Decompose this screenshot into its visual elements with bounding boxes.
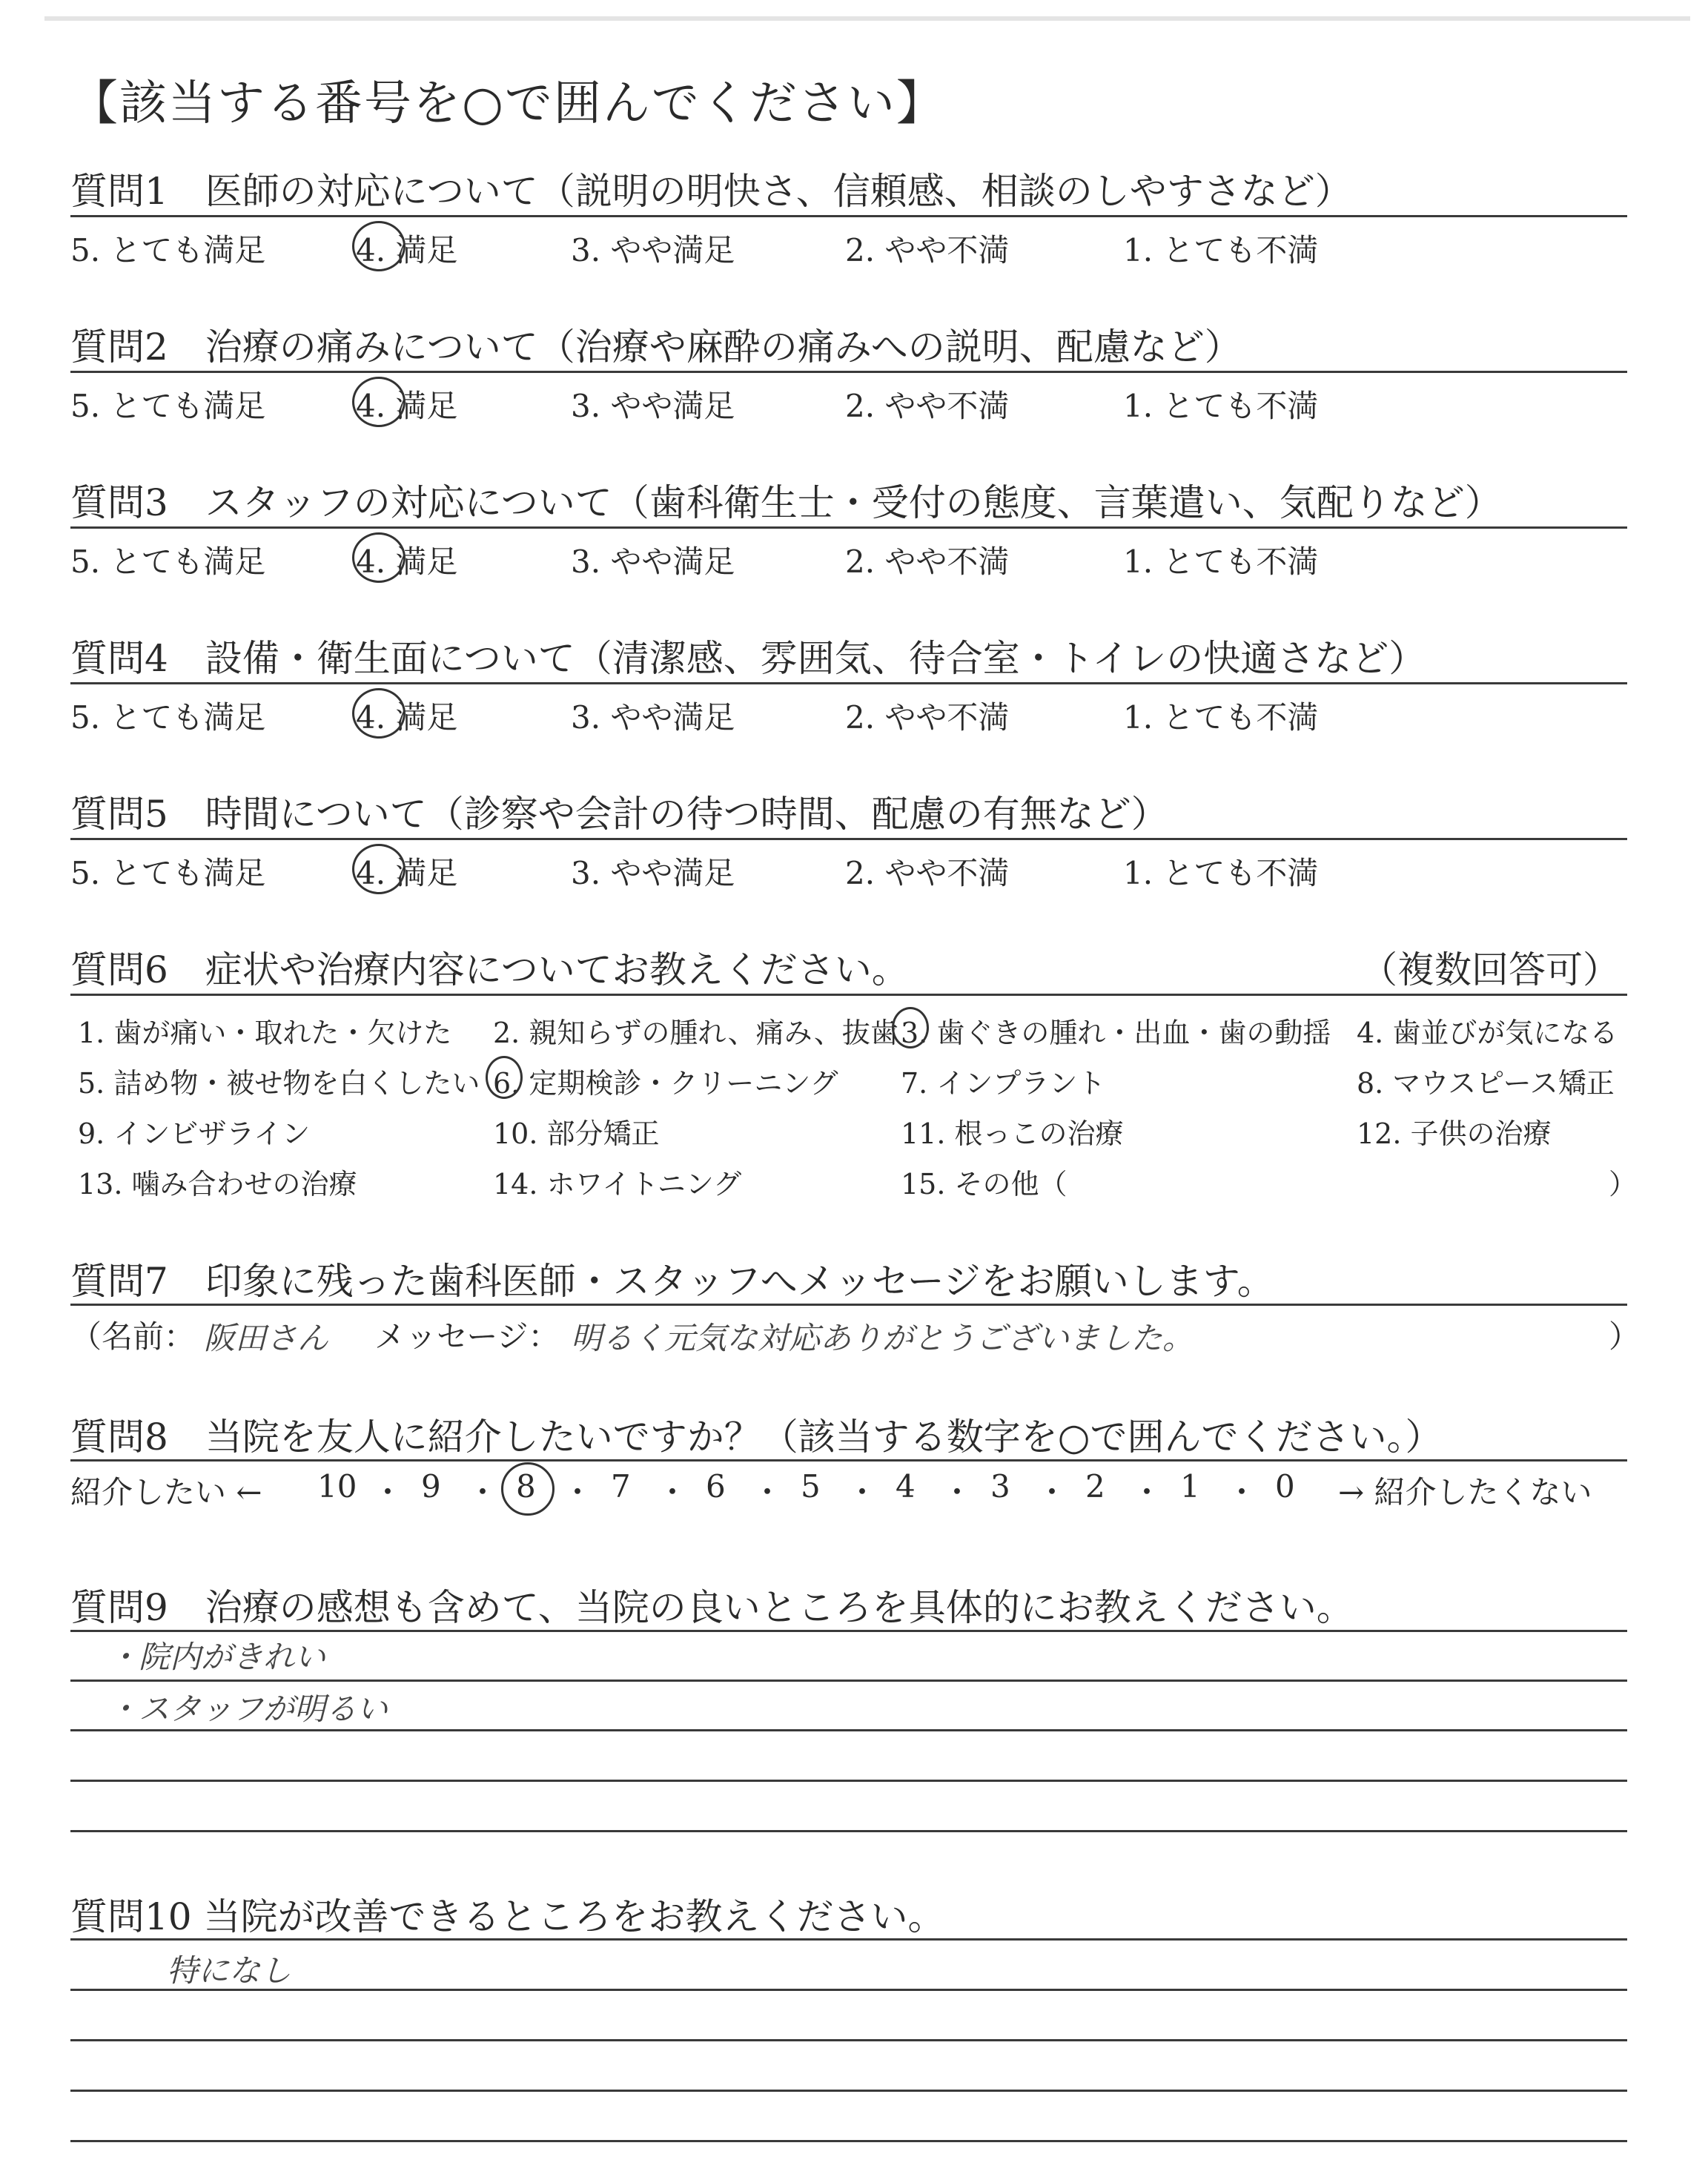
q8-scale-separator: ・ (752, 1474, 784, 1510)
q8-scale-7[interactable]: 7 (611, 1468, 631, 1505)
q3-opt-2[interactable]: 2. やや不満 (845, 544, 1010, 580)
q6-opt-12[interactable]: 12. 子供の治療 (1357, 1117, 1552, 1150)
q7-name-label: （名前： (70, 1318, 196, 1355)
q8-scale-separator: ・ (372, 1474, 404, 1510)
q10-line-1 (70, 1938, 1627, 1941)
q1-opt-2[interactable]: 2. やや不満 (845, 232, 1010, 268)
q8-scale-separator: ・ (1036, 1474, 1068, 1510)
q1-title: 質問1 医師の対応について（説明の明快さ、信頼感、相談のしやすさなど） (70, 170, 1352, 213)
q1-opt-4[interactable]: 4. 満足 (356, 232, 458, 268)
q8-scale-3[interactable]: 3 (990, 1468, 1010, 1505)
q6-opt-6[interactable]: 6. 定期検診・クリーニング (493, 1067, 838, 1100)
q5-opt-5[interactable]: 5. とても満足 (70, 855, 266, 891)
q6-opt-4[interactable]: 4. 歯並びが気になる (1357, 1017, 1618, 1049)
q4-opt-5[interactable]: 5. とても満足 (70, 699, 266, 736)
q4-selected-circle (352, 688, 406, 739)
q8-selected-circle (501, 1462, 555, 1516)
q9-line-4 (70, 1780, 1627, 1782)
q6-opt-15-close: ） (1609, 1168, 1638, 1200)
q2-opt-5[interactable]: 5. とても満足 (70, 388, 266, 424)
q10-line-4 (70, 2090, 1627, 2092)
q9-answer-2[interactable]: ・スタッフが明るい (107, 1691, 388, 1727)
q5-opt-2[interactable]: 2. やや不満 (845, 855, 1010, 891)
q8-scale-1[interactable]: 1 (1180, 1468, 1200, 1505)
q2-rule (70, 371, 1627, 373)
q2-opt-3[interactable]: 3. やや満足 (571, 388, 735, 424)
q10-line-2 (70, 1989, 1627, 1991)
q9-answer-1[interactable]: ・院内がきれい (107, 1639, 326, 1675)
q1-opt-3[interactable]: 3. やや満足 (571, 232, 735, 268)
q3-opt-4[interactable]: 4. 満足 (356, 544, 458, 580)
q8-scale-8[interactable]: 8 (516, 1468, 536, 1505)
q2-opt-1[interactable]: 1. とても不満 (1123, 388, 1319, 424)
q8-scale-2[interactable]: 2 (1085, 1468, 1105, 1505)
q8-scale-separator: ・ (562, 1474, 594, 1510)
q6-opt-15[interactable]: 15. その他（ (901, 1168, 1068, 1200)
instruction-heading: 【該当する番号を○で囲んでください】 (70, 76, 945, 131)
q4-opt-3[interactable]: 3. やや満足 (571, 699, 735, 736)
q6-opt-7[interactable]: 7. インプラント (901, 1067, 1106, 1100)
q2-opt-2[interactable]: 2. やや不満 (845, 388, 1010, 424)
q9-line-2 (70, 1680, 1627, 1682)
q4-title: 質問4 設備・衛生面について（清潔感、雰囲気、待合室・トイレの快適さなど） (70, 637, 1426, 680)
q1-rule (70, 215, 1627, 217)
q6-rule (70, 994, 1627, 996)
q8-scale-5[interactable]: 5 (801, 1468, 821, 1505)
q8-scale-separator: ・ (941, 1474, 973, 1510)
q6-opt-8[interactable]: 8. マウスピース矯正 (1357, 1067, 1615, 1100)
q6-opt-11[interactable]: 11. 根っこの治療 (901, 1117, 1124, 1150)
q9-line-1 (70, 1630, 1627, 1632)
q9-line-5 (70, 1830, 1627, 1832)
q1-selected-circle (352, 221, 406, 271)
q6-opt-3[interactable]: 3. 歯ぐきの腫れ・出血・歯の動揺 (901, 1017, 1331, 1049)
q8-scale-10[interactable]: 10 (317, 1468, 357, 1505)
q7-message-label: メッセージ： (374, 1318, 560, 1355)
q6-opt-9[interactable]: 9. インビザライン (78, 1117, 311, 1150)
q8-scale-separator: ・ (1131, 1474, 1163, 1510)
q4-rule (70, 682, 1627, 684)
q7-name-value[interactable]: 阪田さん (204, 1320, 329, 1356)
q1-opt-5[interactable]: 5. とても満足 (70, 232, 266, 268)
q10-line-3 (70, 2039, 1627, 2041)
q6-opt-1[interactable]: 1. 歯が痛い・取れた・欠けた (78, 1017, 452, 1049)
q8-right-label: → 紹介したくない (1338, 1474, 1592, 1510)
q6-opt-10[interactable]: 10. 部分矯正 (493, 1117, 660, 1150)
q9-line-3 (70, 1729, 1627, 1731)
q8-scale-0[interactable]: 0 (1275, 1468, 1295, 1505)
q4-opt-1[interactable]: 1. とても不満 (1123, 699, 1319, 736)
q3-selected-circle (352, 532, 406, 583)
q8-rule (70, 1459, 1627, 1462)
q3-opt-1[interactable]: 1. とても不満 (1123, 544, 1319, 580)
q10-answer-1[interactable]: 特になし (167, 1952, 292, 1989)
q5-rule (70, 838, 1627, 840)
q6-opt-13[interactable]: 13. 噛み合わせの治療 (78, 1168, 357, 1200)
q6-selected-circle-3 (892, 1007, 929, 1048)
q5-selected-circle (352, 844, 406, 894)
q8-title: 質問8 当院を友人に紹介したいですか？（該当する数字を○で囲んでください。） (70, 1416, 1443, 1459)
q8-scale-6[interactable]: 6 (706, 1468, 726, 1505)
q2-selected-circle (352, 377, 406, 427)
q5-title: 質問5 時間について（診察や会計の待つ時間、配慮の有無など） (70, 793, 1168, 836)
q3-rule (70, 526, 1627, 529)
scan-edge (44, 16, 1690, 21)
q8-scale-separator: ・ (847, 1474, 878, 1510)
q6-title: 質問6 症状や治療内容についてお教えください。 (70, 948, 909, 991)
q6-opt-14[interactable]: 14. ホワイトニング (493, 1168, 742, 1200)
q3-opt-3[interactable]: 3. やや満足 (571, 544, 735, 580)
q8-left-label: 紹介したい ← (70, 1474, 262, 1510)
q8-scale-separator: ・ (1226, 1474, 1258, 1510)
q3-opt-5[interactable]: 5. とても満足 (70, 544, 266, 580)
q4-opt-2[interactable]: 2. やや不満 (845, 699, 1010, 736)
q5-opt-1[interactable]: 1. とても不満 (1123, 855, 1319, 891)
q1-opt-1[interactable]: 1. とても不満 (1123, 232, 1319, 268)
q6-note: （複数回答可） (1360, 948, 1620, 991)
q4-opt-4[interactable]: 4. 満足 (356, 699, 458, 736)
q10-line-5 (70, 2140, 1627, 2142)
q8-scale-separator: ・ (657, 1474, 689, 1510)
q8-scale-9[interactable]: 9 (421, 1468, 441, 1505)
q9-title: 質問9 治療の感想も含めて、当院の良いところを具体的にお教えください。 (70, 1586, 1354, 1629)
q7-message-value[interactable]: 明るく元気な対応ありがとうございました。 (571, 1320, 1194, 1356)
q6-opt-5[interactable]: 5. 詰め物・被せ物を白くしたい (78, 1067, 480, 1100)
q2-opt-4[interactable]: 4. 満足 (356, 388, 458, 424)
q10-title: 質問10 当院が改善できるところをお教えください。 (70, 1895, 945, 1938)
q2-title: 質問2 治療の痛みについて（治療や麻酔の痛みへの説明、配慮など） (70, 326, 1242, 369)
q8-scale-separator: ・ (467, 1474, 499, 1510)
q7-title: 質問7 印象に残った歯科医師・スタッフへメッセージをお願いします。 (70, 1260, 1274, 1303)
q7-rule (70, 1304, 1627, 1306)
q6-opt-2[interactable]: 2. 親知らずの腫れ、痛み、抜歯 (493, 1017, 898, 1049)
q8-scale-4[interactable]: 4 (896, 1468, 916, 1505)
q5-opt-3[interactable]: 3. やや満足 (571, 855, 735, 891)
q3-title: 質問3 スタッフの対応について（歯科衛生士・受付の態度、言葉遣い、気配りなど） (70, 481, 1502, 524)
q6-selected-circle-6 (486, 1056, 523, 1099)
q5-opt-4[interactable]: 4. 満足 (356, 855, 458, 891)
q7-close: ） (1609, 1318, 1641, 1355)
